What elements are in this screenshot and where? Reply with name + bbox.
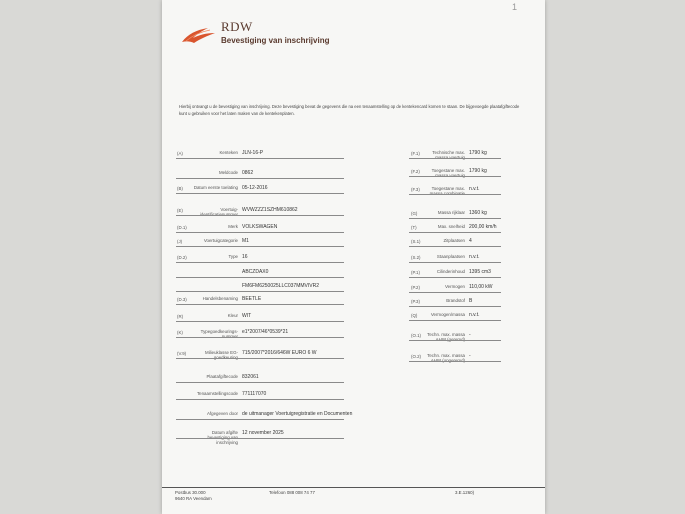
footer-form-code: 3.E.1260) <box>455 490 475 495</box>
field-value: 4 <box>469 238 472 244</box>
field-underline <box>409 158 501 159</box>
footer-address-line1: Postbus 30.000 <box>175 490 206 495</box>
field-label: Kleur <box>227 313 238 318</box>
field-underline <box>409 361 501 362</box>
field-value: 12 november 2025 <box>242 430 284 436</box>
field-underline <box>176 277 344 278</box>
field-code: (F.1) <box>411 151 420 156</box>
field-underline <box>409 340 501 341</box>
field-code: (D.3) <box>177 297 187 302</box>
field-underline <box>409 320 501 321</box>
field-value: 715/2007*2016/646W EURO 6 W <box>242 350 317 356</box>
field-underline <box>409 194 501 195</box>
field-value: n.v.t. <box>469 254 480 260</box>
field-value: ABCZDAX0 <box>242 269 269 275</box>
field-value: - <box>469 353 471 359</box>
footer-address-line2: 9640 RA Veendam <box>175 495 212 501</box>
field-code: (F.2) <box>411 169 420 174</box>
field-value: e1*2007/46*0539*21 <box>242 329 289 335</box>
field-underline <box>409 232 501 233</box>
field-label: Vermogen <box>444 284 465 289</box>
field-value: - <box>469 332 471 338</box>
field-code: (S.1) <box>411 239 421 244</box>
field-underline <box>176 337 344 338</box>
field-label: Brandstof <box>446 298 465 303</box>
field-code: (S.2) <box>411 255 421 260</box>
field-label: Tenaamstellingscode <box>196 391 238 396</box>
field-value: WIT <box>242 313 252 319</box>
field-underline <box>409 306 501 307</box>
field-underline <box>176 193 344 194</box>
footer-divider <box>162 487 545 488</box>
field-code: (P.1) <box>411 270 420 275</box>
field-label: Type <box>228 254 238 259</box>
field-underline <box>409 218 501 219</box>
document-page <box>162 0 545 514</box>
field-value: de uitmanager Voertuigregistratie en Documenten <box>242 411 353 417</box>
field-code: (G) <box>411 211 418 216</box>
intro-text: Hierbij ontvangt u de bevestiging van inschrijving. Deze bevestiging bevat de gegevens die na een tenaamstelling op de kentekencard komen te staan. De bijgevoegde plaatafgiftecode kunt u gebruiken voor het laten maken van de kentekenplaten. <box>179 104 520 116</box>
field-code: (F.3) <box>411 187 420 192</box>
field-code: (T) <box>411 225 417 230</box>
field-label: Zitplaatsen <box>443 238 465 243</box>
field-value: VOLKSWAGEN <box>242 224 278 230</box>
field-label: Cilinderinhoud <box>436 269 465 274</box>
field-value: 0862 <box>242 170 254 176</box>
field-code: (P.2) <box>411 285 420 290</box>
field-value: 771117070 <box>242 391 267 397</box>
rdw-logo-icon <box>180 25 218 45</box>
field-label: Max. snelheid <box>437 224 465 229</box>
field-value: JLN-16-P <box>242 150 264 156</box>
page-title: Bevestiging van inschrijving <box>221 36 330 45</box>
field-value: 05-12-2016 <box>242 185 268 191</box>
footer-phone: Telefoon 088 008 74 77 <box>269 490 315 495</box>
field-code: (D.2) <box>177 255 187 260</box>
field-underline <box>176 358 344 359</box>
field-underline <box>409 292 501 293</box>
corner-mark: 1 <box>512 2 518 12</box>
field-label: Massa rijklaar <box>437 210 465 215</box>
field-label: Staanplaatsen <box>436 254 465 259</box>
field-value: 1395 cm3 <box>469 269 491 275</box>
field-value: 16 <box>242 254 248 260</box>
field-label: Voertuigcategorie <box>203 238 238 243</box>
field-value: WVWZZZ1SZHM610862 <box>242 207 298 213</box>
field-code: (K) <box>177 330 183 335</box>
field-value: 200,00 km/h <box>469 224 497 230</box>
field-code: (Q) <box>411 313 418 318</box>
field-code: (E) <box>177 208 183 213</box>
field-label: Techn. max. massa AHW (ongeremd) <box>427 353 465 363</box>
field-value: FM6FM6250025LLC037MMVIVR2 <box>242 283 319 289</box>
field-underline <box>409 262 501 263</box>
field-underline <box>176 178 344 179</box>
field-label: Vermogen/massa <box>430 312 465 317</box>
field-label: Datum afgifte bevestiging van inschrijving <box>207 430 238 445</box>
brand-name: RDW <box>221 19 253 34</box>
field-code: (V.9) <box>177 351 187 356</box>
field-label: Afgegeven door <box>206 411 238 416</box>
field-code: (O.1) <box>411 333 422 338</box>
field-value: 832061 <box>242 374 259 380</box>
field-underline <box>409 277 501 278</box>
field-label: Technische max. massa voertuig <box>432 150 465 160</box>
field-underline <box>176 232 344 233</box>
field-underline <box>176 158 344 159</box>
footer-address <box>175 490 212 501</box>
field-label: Toegestane max. massa voertuig <box>431 168 465 178</box>
field-value: BEETLE <box>242 296 262 302</box>
field-label: Typegoedkeurings-nummer <box>200 329 238 339</box>
field-underline <box>176 291 344 292</box>
field-code: (P.3) <box>411 299 420 304</box>
field-label: Kenteken <box>219 150 238 155</box>
field-label: Plaatafgiftecode <box>206 374 238 379</box>
field-value: B <box>469 298 473 304</box>
field-label: Techn. max. massa AHW (geremd) <box>427 332 465 342</box>
field-value: M1 <box>242 238 249 244</box>
field-value: 1360 kg <box>469 210 487 216</box>
field-label: Merk <box>228 224 238 229</box>
field-code: (J) <box>177 239 183 244</box>
field-label: Milieuklasse EG-goedkeuring <box>205 350 238 360</box>
field-underline <box>176 419 344 420</box>
field-code: (O.2) <box>411 354 422 359</box>
field-underline <box>176 399 344 400</box>
field-code: (B) <box>177 186 183 191</box>
field-underline <box>176 262 344 263</box>
field-underline <box>176 215 344 216</box>
field-label: Meldcode <box>218 170 238 175</box>
field-value: 1790 kg <box>469 168 487 174</box>
field-code: (D.1) <box>177 225 187 230</box>
field-underline <box>176 382 344 383</box>
field-underline <box>176 438 344 439</box>
field-label: Voertuig-identificatienummer <box>199 207 238 217</box>
field-value: 1790 kg <box>469 150 487 156</box>
field-value: 110,00 kW <box>469 284 493 290</box>
field-label: Datum eerste toelating <box>193 185 238 190</box>
field-code: (R) <box>177 314 184 319</box>
field-underline <box>176 304 344 305</box>
field-underline <box>409 176 501 177</box>
field-underline <box>409 246 501 247</box>
field-label: Toegestane max. massa combinatie <box>429 186 465 196</box>
field-code: (A) <box>177 151 183 156</box>
field-underline <box>176 321 344 322</box>
field-underline <box>176 246 344 247</box>
field-value: n.v.t. <box>469 312 480 318</box>
field-value: n.v.t. <box>469 186 480 192</box>
field-label: Handelsbenaming <box>202 296 238 301</box>
